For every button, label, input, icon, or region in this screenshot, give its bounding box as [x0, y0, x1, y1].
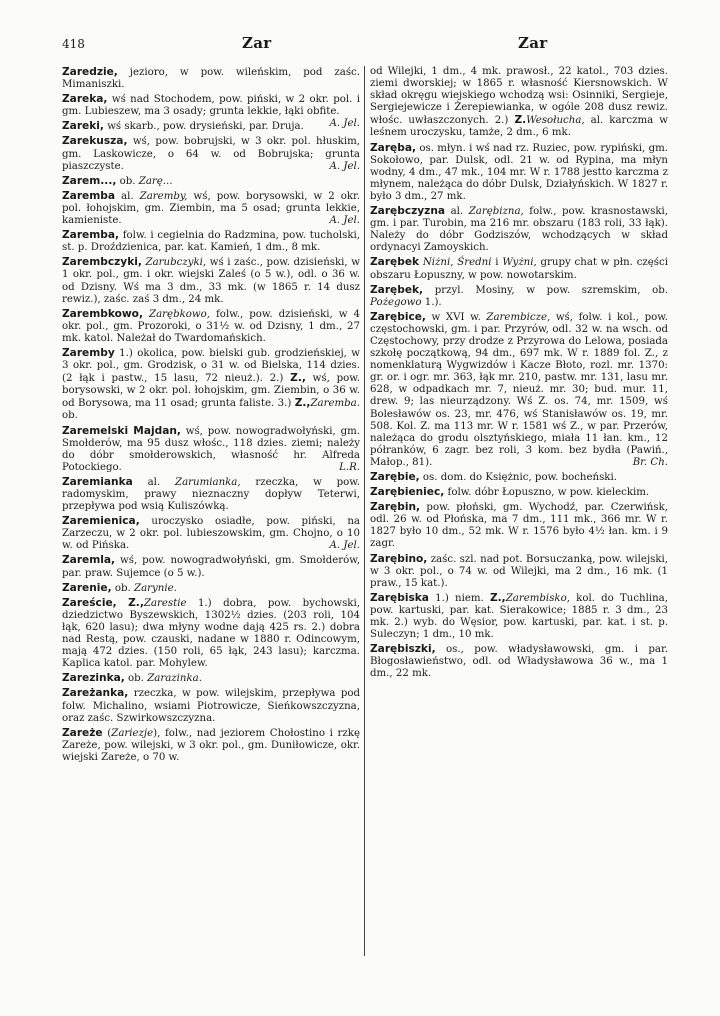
- entry-author: Br. Ch.: [632, 456, 668, 468]
- dictionary-entry: [62, 135, 360, 172]
- entry-headword: Zaremienica,: [62, 515, 140, 528]
- dictionary-entry: [62, 425, 360, 474]
- entry-headword: Zareże: [62, 726, 103, 739]
- entry-text: grupy chat w płn. części obszaru Łopuszny, w pow. nowotarskim.: [370, 257, 668, 281]
- dictionary-entry: [370, 592, 668, 641]
- running-head-right: Zar: [518, 34, 548, 52]
- entry-italic-text: Zaremba.: [310, 398, 360, 410]
- entry-headword: Zarębin,: [370, 501, 421, 514]
- entry-headword: Zarębino,: [370, 552, 428, 565]
- entry-italic-text: Zarazinka.: [147, 673, 202, 685]
- entry-text: al.: [584, 115, 610, 127]
- dictionary-entry: [62, 554, 360, 579]
- dictionary-entry: [62, 597, 360, 671]
- entry-headword: Zaremelski Majdan,: [62, 424, 181, 437]
- entry-headword: Zaremla,: [62, 554, 116, 567]
- entry-italic-text: Pożegowo: [370, 296, 422, 308]
- entry-text: wś, pow. borysowski, w 2 okr. pol. łohojskim, gm. Ziembin, ma 5 osad; grunta lekkie, kamieniste.: [62, 190, 361, 227]
- entry-italic-text: Zarembicze,: [486, 311, 551, 323]
- entry-author: A. Jel.: [329, 160, 360, 172]
- dictionary-entry: [370, 471, 668, 484]
- entry-text: os., pow. władysławowski, gm. i par. Błogosławieństwo, odl. od Władysławowa 36 w., ma 1 dm., 22 mk.: [370, 644, 668, 680]
- entry-text: wś nad Stochodem, pow. piński, w 2 okr. pol. i gm. Lubieszew, ma 3 osady; grunta lekkie, łąki obfite.: [62, 94, 360, 118]
- entry-text: 1.) okolica, pow. bielski gub. grodzieńskiej, w 3 okr. pol., gm. Grodzisk, o 31 w. od Bielska, 114 dzies. (2 łąk i pastw., 15 lasu, 72 nieuż.). 2.): [62, 347, 360, 385]
- entry-text: dobra nad Restą, pow. czauski, nadane w 1880 r. Odincowym, mają 472 dzies. (150 roli, 65 łąk, 243 lasu); karczma. Kaplica katol. par. Mohylew.: [62, 621, 360, 670]
- dictionary-entry: [370, 643, 668, 680]
- entry-headword: Zareście,: [62, 596, 117, 609]
- dictionary-entry: [62, 120, 360, 133]
- dictionary-entry: [62, 190, 360, 227]
- entry-text: pow. płoński, gm. Wychodź, par. Czerwińsk, odl. 26 w. od Płońska, ma 7 dm., 111 mk., 366 mr. W r. 1827 było 10 dm., 52 mk. W r. 1576 było 4½ łan. km. i 9 zagr.: [370, 502, 668, 550]
- left-column: [62, 66, 360, 764]
- entry-text: wś, pow. nowogradwołyński, gm. Smołderów, par. praw. Sujemce (o 5 w.).: [62, 555, 360, 579]
- entry-author: A. Jel.: [329, 118, 360, 130]
- entry-text: ob.: [62, 410, 78, 422]
- entry-text: wś, pow. bobrujski, w 3 okr. pol. hłuskim, gm. Laskowicze, o 64 w. od Bobrujska; grunta piaszczyste.: [62, 136, 360, 172]
- entry-headword: Zaremby: [62, 346, 115, 359]
- entry-italic-text: Zarębkowo,: [149, 308, 211, 320]
- entry-headword: Zarębice,: [370, 310, 426, 323]
- entry-text: ob.: [111, 582, 134, 594]
- dictionary-entry: [62, 672, 360, 685]
- entry-headword: Zarębiska: [370, 591, 429, 604]
- page-number: 418: [62, 37, 85, 51]
- entry-headword: Zarenie,: [62, 581, 112, 594]
- entry-italic-text: Zarynie.: [134, 582, 177, 594]
- entry-headword: Zarębek: [370, 256, 420, 269]
- entry-text: zaśc. szl. nad pot. Borsuczanką, pow. wilejski, w 3 okr. pol., o 74 w. od Wilejki, ma 2 dm., 16 mk. (1 praw., 15 kat.).: [370, 553, 668, 589]
- running-head-left: Zar: [242, 34, 272, 52]
- dictionary-entry: [62, 347, 360, 423]
- dictionary-entry: [62, 256, 360, 305]
- entry-italic-text: Zarumianka,: [175, 476, 241, 488]
- dictionary-entry: [62, 175, 360, 188]
- dictionary-entry: [370, 256, 668, 281]
- entry-italic-text: Zarę...: [138, 175, 173, 187]
- entry-headword: Zaredzie,: [62, 66, 118, 78]
- entry-text: 1.) niem.: [428, 592, 490, 604]
- entry-text: [117, 598, 128, 609]
- entry-subheadword: Z.,: [290, 372, 306, 385]
- entry-author: A. Jel.: [329, 215, 360, 227]
- column-divider: [364, 66, 365, 956]
- entry-headword: Zaremianka: [62, 475, 133, 488]
- right-column: [370, 66, 668, 681]
- entry-subheadword: Z.,: [294, 397, 311, 410]
- dictionary-entry: [62, 582, 360, 595]
- entry-italic-text: Zaremby,: [139, 190, 188, 202]
- dictionary-entry: [62, 308, 360, 345]
- dictionary-entry: [62, 727, 360, 764]
- dictionary-entry: [370, 284, 668, 309]
- entry-headword: Zarębek,: [370, 283, 424, 296]
- entry-text: wś skarb., pow. drysieński, par. Druja.: [103, 121, 304, 133]
- entry-headword: Zaremba,: [62, 229, 120, 242]
- entry-headword: Zarembczyki,: [62, 256, 142, 269]
- entry-text: ob.: [116, 175, 139, 187]
- entry-italic-text: Wesołucha,: [526, 115, 585, 127]
- entry-text: rzeczka, w pow. radomyskim, prawy nieznaczny dopływ Teterwi, przepływa pod wsią Kuliszówką.: [62, 476, 361, 513]
- entry-headword: Zarębie,: [370, 471, 420, 483]
- entry-text: folw., pow. krasnostawski, gm. i par. Turobin, ma 216 mr. obszaru (183 roli, 33 łąk). Należy do dóbr Godziszów, wchodzących w skład ordynacyi Zamoyskich.: [370, 206, 668, 254]
- entry-headword: Zareka,: [62, 93, 108, 106]
- entry-text: os. dom. do Księżnic, pow. bocheński.: [419, 472, 617, 483]
- entry-text: 1.) dobra, pow. bychowski, dziedzictwo Byszewskich, 1302½ dzies. (203 roli, 104 łąk, 620 lasu); dwa młyny wodne dają 425 rs. 2.): [62, 597, 360, 633]
- entry-headword: Zaręba,: [370, 141, 416, 154]
- entry-text: kol. do Tuchlina, pow. kartuski, par. kat. Sierakowice; 1885 r. 3 dm., 23 mk. 2.): [370, 592, 668, 629]
- entry-text: i: [491, 257, 503, 269]
- dictionary-entry: [370, 205, 668, 254]
- entry-headword: Zarębiszki,: [370, 643, 436, 656]
- entry-author: L.R.: [339, 461, 360, 473]
- entry-text: folw., pow. dzisieński, w 4 okr. pol., gm. Prozoroki, o 31½ w. od Dzisny, 1 dm., 27 mk. katol. Należał do Twardomańskich.: [62, 308, 360, 344]
- dictionary-entry: [370, 142, 668, 203]
- entry-subheadword: Z.,: [128, 596, 144, 609]
- entry-text: w XVI w.: [425, 311, 487, 323]
- dictionary-entry: [370, 486, 668, 499]
- entry-text: wś, folw. i kol., pow. częstochowski, gm. i par. Przyrów, odl. 32 w. na wsch. od Częstochowy, przy drodze z Przyrowa do Lelowa, posiada szkołę początkową, 94 dm., 697 mk. W r. 1889 fol. Z., z nomenklaturą Wygwizdów i Kacze Błoto, rozl. mr. 1370: gr. or. i ogr. mr. 363, łąk mr. 210, pastw. mr. 131, lasu mr. 628, w odpadkach mr. 7, nieuż. mr. 30; bud. mur. 11, drew. 9; las nieurządzony. Wś Z. os. 74, mr. 1509, wś Bolesławów os. 23, mr. 476, wś Stanisławów os. 19, mr. 508. Kol. Z. ma 113 mr. W r. 1581 wś Z., w par. Przerów, należąca do grodu olsztyńskiego, miała 11 łan. km., 12 półranków, 6 zagr. bez roli, 3 kom. bez bydła (Pawiń., Małop., 81).: [370, 311, 668, 468]
- entry-text: karczma w leśnem uroczysku, tamże, 2 dm., 6 mk.: [370, 115, 668, 139]
- entry-text: folw. dóbr Łopuszno, w pow. kieleckim.: [444, 487, 650, 499]
- entry-text: ob.: [124, 673, 148, 685]
- entry-headword: Zareki,: [62, 120, 104, 133]
- entry-headword: Zarezinka,: [62, 672, 125, 685]
- entry-headword: Zarem...,: [62, 174, 117, 187]
- entry-author: A. Jel.: [329, 540, 360, 552]
- entry-headword: Zarębieniec,: [370, 486, 445, 499]
- entry-text: uroczysko osiadłe, pow. piński, na Zarzeczu, w 2 okr. pol. lubieszowskim, gm. Chojno, o 10 w. od Pińska.: [62, 516, 360, 552]
- dictionary-entry: [62, 515, 360, 552]
- entry-italic-text: Zarestie: [143, 597, 187, 609]
- dictionary-entry: [370, 553, 668, 590]
- entry-italic-text: Zariezje: [111, 727, 154, 739]
- entry-italic-text: Zarembisko,: [505, 592, 570, 604]
- entry-text: al.: [115, 190, 140, 202]
- dictionary-entry: [62, 66, 360, 91]
- entry-text: 1.).: [421, 296, 442, 308]
- dictionary-entry: [370, 66, 668, 140]
- entry-headword: Zarembkowo,: [62, 307, 143, 320]
- entry-headword: Zareżanka,: [62, 687, 129, 700]
- dictionary-entry: [62, 229, 360, 254]
- entry-text: wś, pow. nowogradwołyński, gm. Smołderów, ma 95 dusz włośc., 118 dzies. ziemi; należy do dóbr smołderowskich, własność hr. Alfreda Potockiego.: [62, 425, 360, 473]
- dictionary-entry: [62, 687, 360, 724]
- entry-headword: Zarębczyzna: [370, 205, 446, 218]
- page-header: [62, 34, 676, 58]
- entry-text: os. młyn. i wś nad rz. Ruziec, pow. rypiński, gm. Sokołowo, par. Dulsk, odl. 21 w. od Rypina, ma młyn wodny, 4 dm., 47 mk., 104 mr. W r. 1788 jestto karczma z młynem, należąca do dóbr Dulsk, Działyńskich. W 1827 r. było 3 dm., 27 mk.: [370, 142, 668, 202]
- entry-headword: Zarekusza,: [62, 135, 128, 148]
- entry-text: wyb. do Węsior, pow. kartuski, par. kat. i st. p. Suleczyn; 1 dm., 10 mk.: [370, 617, 668, 641]
- dictionary-entry: [370, 501, 668, 550]
- entry-subheadword: Z.,: [489, 591, 506, 604]
- entry-text: (: [102, 727, 112, 739]
- entry-subheadword: Z.: [514, 114, 527, 127]
- entry-text: wś i zaśc., pow. dzisieński, w 1 okr. pol., gm. i okr. wiejski Zaleś (o 5 w.), odl. o 36 w. od Dzisny. Wś ma 3 dm., 33 mk. (w 1865 r. 14 dusz rewiz.), zaśc. zaś 3 dm., 24 mk.: [62, 257, 360, 305]
- entry-text: al.: [132, 476, 175, 488]
- entry-text: od Wilejki, 1 dm., 4 mk. prawosł., 22 katol., 703 dzies. ziemi dworskiej; w 1865 r. własność Kiersnowskich. W skład okręgu wiejskiego wchodzą wsi: Osinniki, Sergieje, Sergiejewicze i Żerepiewianka, w ogóle 208 dusz rewiz. włośc. uwłaszczonych. 2.): [370, 66, 668, 127]
- entry-italic-text: Zarębizna,: [468, 206, 524, 218]
- entry-text: folw. i cegielnia do Radzmina, pow. tucholski, st. p. Droździenica, par. kat. Kamień, 1 dm., 8 mk.: [62, 230, 360, 254]
- entry-text: przyl. Mosiny, w pow. szremskim, ob.: [423, 284, 668, 296]
- entry-italic-text: Wyżni,: [502, 257, 537, 269]
- entry-text: rzeczka, w pow. wilejskim, przepływa pod folw. Michalino, wsiami Piotrowicze, Sieńkowszczyzna, oraz zaśc. Szwirkowszczyzna.: [62, 688, 360, 724]
- entry-text: ), folw., nad jeziorem Chołostino i rzkę Zareże, pow. wilejski, w 3 okr. pol., gm. Duniłowicze, okr. wiejski Zareże, o 70 w.: [62, 727, 360, 763]
- entry-italic-text: Zarubczyki,: [145, 257, 207, 269]
- entry-text: al.: [445, 206, 469, 218]
- entry-headword: Zaremba: [62, 189, 116, 202]
- dictionary-entry: [370, 311, 668, 469]
- entry-italic-text: Niżni, Średni: [422, 257, 492, 269]
- entry-text: wś, pow. borysowski, w 2 okr. pol. łohojskim, gm. Ziembin, o 36 w. od Borysowa, ma 11 osad; grunta faliste. 3.): [62, 373, 360, 410]
- dictionary-entry: [62, 476, 360, 513]
- entry-text: jezioro, w pow. wileńskim, pod zaśc. Mimaniszki.: [62, 67, 360, 91]
